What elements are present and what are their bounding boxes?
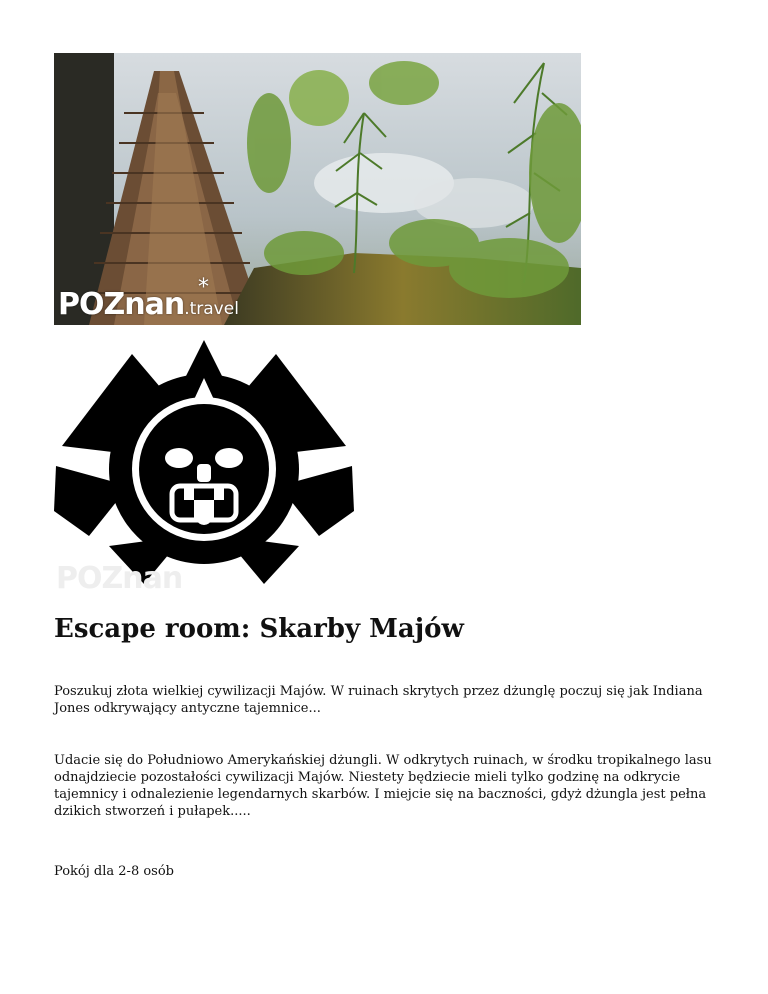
- logo-watermark: POZnan: [56, 561, 183, 596]
- article-title: Escape room: Skarby Majów: [54, 614, 464, 644]
- watermark-star-icon: *: [198, 275, 209, 300]
- mayan-sun-mask-icon: [54, 336, 364, 598]
- article-paragraph-intro: Poszukuj złota wielkiej cywilizacji Majów. W ruinach skrytych przez dżunglę poczuj się jak Indiana Jones odkrywający antyczne tajemnice...: [54, 684, 703, 716]
- watermark-suffix: .travel: [184, 299, 239, 319]
- mayan-logo-image: [54, 336, 364, 598]
- jungle-pyramid-illustration: [54, 53, 581, 325]
- article-paragraph-capacity: Pokój dla 2-8 osób: [54, 864, 174, 879]
- article-paragraph-story: Udacie się do Południowo Amerykańskiej dżungli. W odkrytych ruinach, w środku tropikalnego lasu odnajdziecie pozostałości cywilizacji Majów. Niestety będziecie mieli tylko godzinę na odkrycie tajemnicy i odnalezienie legendarnych skarbów. I miejcie się na baczności, gdyż dżungla jest pełna dzikich stworzeń i pułapek.....: [54, 753, 712, 819]
- poznan-travel-watermark: [58, 275, 239, 322]
- watermark-brand: POZnan: [58, 287, 185, 322]
- hero-image: [54, 53, 581, 325]
